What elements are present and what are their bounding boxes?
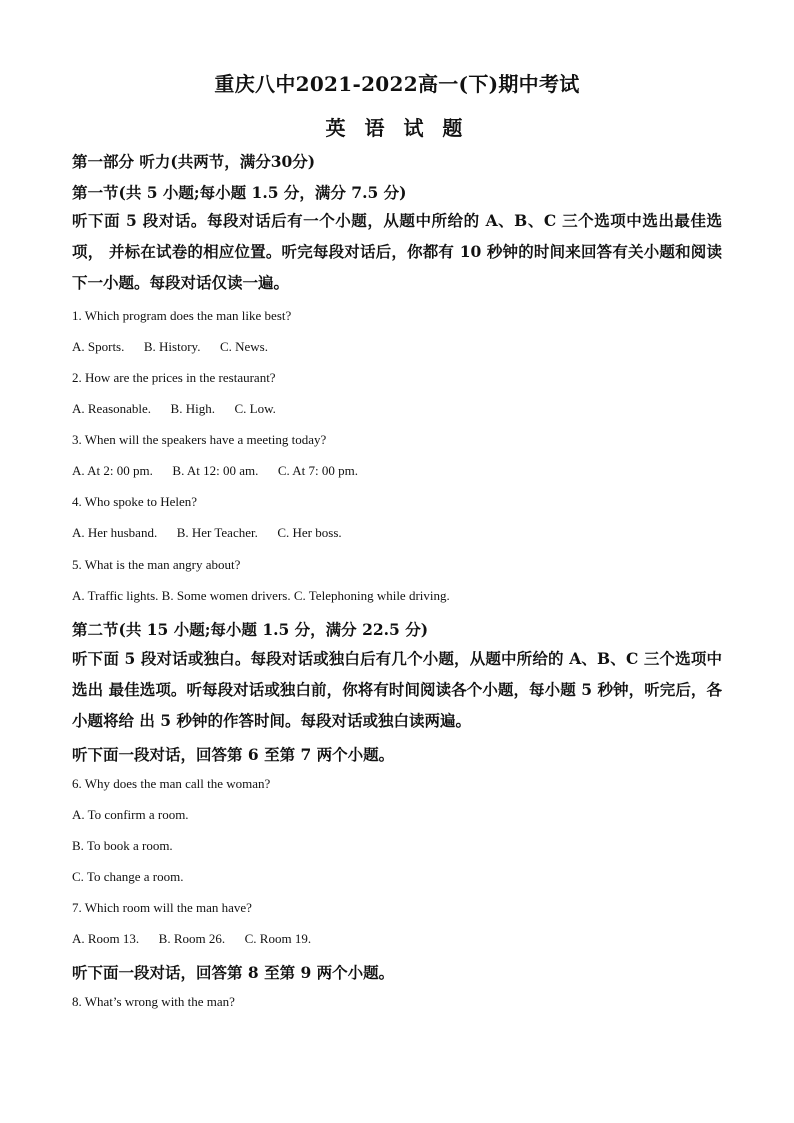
question-4-options: A. Her husband. B. Her Teacher. C. Her boss.: [72, 525, 342, 540]
question-3-options: A. At 2: 00 pm. B. At 12: 00 am. C. At 7: 00 pm.: [72, 463, 359, 478]
group2-instruction: 听下面一段对话，回答第 8 至第 9 两个小题。: [72, 963, 395, 982]
question-4: 4. Who spoke to Helen?: [72, 494, 198, 509]
page-subtitle: 英 语 试 题: [325, 116, 469, 140]
question-7: 7. Which room will the man have?: [72, 900, 252, 915]
section1-instructions: 听下面 5 段对话。每段对话后有一个小题，从题中所给的 A、B、C 三个选项中选出最佳选项， 并标在试卷的相应位置。听完每段对话后，你都有 10 秒钟的时间来回答有关小题和阅读下一小题。每段对话仅读一遍。: [72, 211, 722, 292]
question-2-options: A. Reasonable. B. High. C. Low.: [72, 401, 276, 416]
question-5-options: A. Traffic lights. B. Some women drivers. C. Telephoning while driving.: [72, 588, 450, 603]
part1-heading: 第一部分 听力(共两节，满分30分): [72, 152, 316, 171]
page-title: 重庆八中2021-2022高一(下)期中考试: [214, 72, 580, 96]
question-7-options: A. Room 13. B. Room 26. C. Room 19.: [72, 931, 312, 946]
question-8: 8. What’s wrong with the man?: [72, 994, 235, 1009]
question-6-option-a: A. To confirm a room.: [72, 807, 189, 822]
group1-instruction: 听下面一段对话，回答第 6 至第 7 两个小题。: [72, 745, 395, 764]
question-3: 3. When will the speakers have a meeting today?: [72, 432, 327, 447]
question-2: 2. How are the prices in the restaurant?: [72, 370, 276, 385]
question-6-option-b: B. To book a room.: [72, 838, 173, 853]
section2-heading: 第二节(共 15 小题;每小题 1.5 分，满分 22.5 分): [72, 620, 429, 639]
question-6-option-c: C. To change a room.: [72, 869, 184, 884]
question-1: 1. Which program does the man like best?: [72, 308, 292, 323]
section2-instructions: 听下面 5 段对话或独白。每段对话或独白后有几个小题，从题中所给的 A、B、C 三个选项中选出 最佳选项。听每段对话或独白前，你将有时间阅读各个小题，每小题 5 秒钟，听完后，各小题将给 出 5 秒钟的作答时间。每段对话或独白读两遍。: [72, 649, 722, 730]
section1-heading: 第一节(共 5 小题;每小题 1.5 分，满分 7.5 分): [72, 183, 407, 202]
question-1-options: A. Sports. B. History. C. News.: [72, 339, 268, 354]
question-6: 6. Why does the man call the woman?: [72, 776, 271, 791]
question-5: 5. What is the man angry about?: [72, 557, 241, 572]
